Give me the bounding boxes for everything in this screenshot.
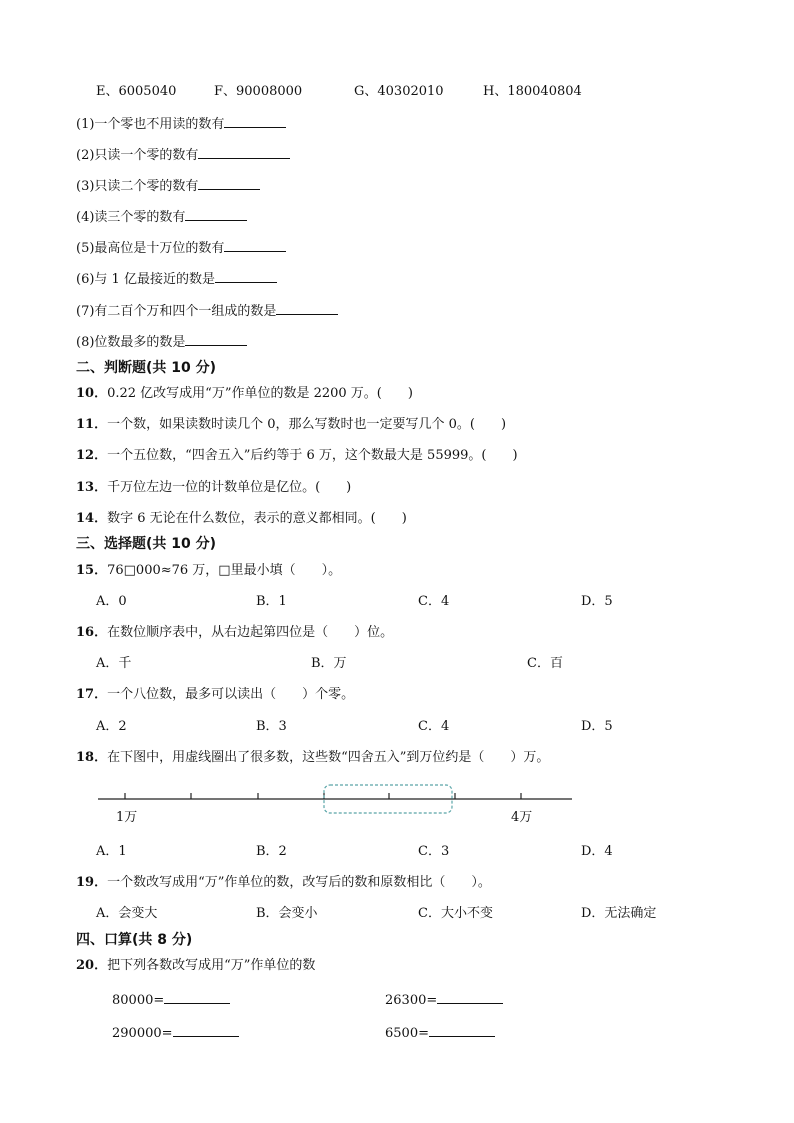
sub-question-2: (2)只读一个零的数有 <box>76 146 290 164</box>
q15-option-d[interactable]: D．5 <box>581 594 613 609</box>
question-11: 11．一个数，如果读数时读几个 0，那么写数时也一定要写几个 0。( ) <box>76 417 507 432</box>
question-17: 17．一个八位数，最多可以读出（ ）个零。 <box>76 687 355 702</box>
q18-option-b[interactable]: B．2 <box>256 844 287 859</box>
sub-question-7: (7)有二百个万和四个一组成的数是 <box>76 302 338 320</box>
axis-label-1wan: 1万 <box>116 810 138 825</box>
q17-option-a[interactable]: A．2 <box>96 719 127 734</box>
q16-option-b[interactable]: B．万 <box>311 656 347 671</box>
question-15: 15．76□000≈76 万，□里最小填（ ）。 <box>76 563 342 578</box>
number-line-figure <box>98 776 578 826</box>
answer-blank[interactable] <box>437 991 503 1004</box>
q15-option-b[interactable]: B．1 <box>256 594 287 609</box>
question-12: 12．一个五位数，“四舍五入”后约等于 6 万，这个数最大是 55999。( ) <box>76 448 518 463</box>
q18-option-c[interactable]: C．3 <box>418 844 450 859</box>
answer-blank[interactable] <box>429 1024 495 1037</box>
question-20: 20．把下列各数改写成用“万”作单位的数 <box>76 958 316 973</box>
q19-option-a[interactable]: A．会变大 <box>96 906 158 921</box>
section-4-title: 四、口算(共 8 分) <box>76 932 193 948</box>
answer-blank[interactable] <box>198 177 260 190</box>
question-16: 16．在数位顺序表中，从右边起第四位是（ ）位。 <box>76 625 394 640</box>
choice-h: H、180040804 <box>483 84 582 99</box>
sub-question-8: (8)位数最多的数是 <box>76 333 247 351</box>
q15-option-a[interactable]: A．0 <box>96 594 127 609</box>
section-3-title: 三、选择题(共 10 分) <box>76 536 217 552</box>
answer-blank[interactable] <box>164 991 230 1004</box>
sub-question-6: (6)与 1 亿最接近的数是 <box>76 270 277 288</box>
sub-question-3: (3)只读二个零的数有 <box>76 177 260 195</box>
answer-blank[interactable] <box>173 1024 239 1037</box>
question-14: 14．数字 6 无论在什么数位，表示的意义都相同。( ) <box>76 511 407 526</box>
calc-item-3: 290000= <box>112 1024 239 1042</box>
question-18: 18．在下图中，用虚线圈出了很多数，这些数“四舍五入”到万位约是（ ）万。 <box>76 750 550 765</box>
answer-blank[interactable] <box>185 333 247 346</box>
answer-blank[interactable] <box>276 302 338 315</box>
answer-blank[interactable] <box>224 115 286 128</box>
q17-option-d[interactable]: D．5 <box>581 719 613 734</box>
choice-e: E、6005040 <box>96 84 177 99</box>
sub-question-5: (5)最高位是十万位的数有 <box>76 239 286 257</box>
q16-option-c[interactable]: C．百 <box>527 656 563 671</box>
answer-blank[interactable] <box>198 146 290 159</box>
number-line-svg <box>98 776 578 826</box>
sub-question-4: (4)读三个零的数有 <box>76 208 247 226</box>
q18-option-a[interactable]: A．1 <box>96 844 127 859</box>
section-2-title: 二、判断题(共 10 分) <box>76 360 217 376</box>
answer-blank[interactable] <box>185 208 247 221</box>
calc-item-1: 80000= <box>112 991 230 1009</box>
axis-label-4wan: 4万 <box>511 810 533 825</box>
question-13: 13．千万位左边一位的计数单位是亿位。( ) <box>76 480 352 495</box>
question-19: 19．一个数改写成用“万”作单位的数，改写后的数和原数相比（ ）。 <box>76 875 491 890</box>
calc-item-2: 26300= <box>385 991 503 1009</box>
choice-f: F、90008000 <box>214 84 303 99</box>
q19-option-b[interactable]: B．会变小 <box>256 906 318 921</box>
q19-option-d[interactable]: D．无法确定 <box>581 906 657 921</box>
calc-item-4: 6500= <box>385 1024 495 1042</box>
choice-g: G、40302010 <box>354 84 444 99</box>
q17-option-c[interactable]: C．4 <box>418 719 450 734</box>
answer-blank[interactable] <box>215 270 277 283</box>
sub-question-1: (1)一个零也不用读的数有 <box>76 115 286 133</box>
question-10: 10．0.22 亿改写成用“万”作单位的数是 2200 万。( ) <box>76 386 413 401</box>
answer-blank[interactable] <box>224 239 286 252</box>
q18-option-d[interactable]: D．4 <box>581 844 613 859</box>
q16-option-a[interactable]: A．千 <box>96 656 132 671</box>
q15-option-c[interactable]: C．4 <box>418 594 450 609</box>
q17-option-b[interactable]: B．3 <box>256 719 287 734</box>
q19-option-c[interactable]: C．大小不变 <box>418 906 493 921</box>
